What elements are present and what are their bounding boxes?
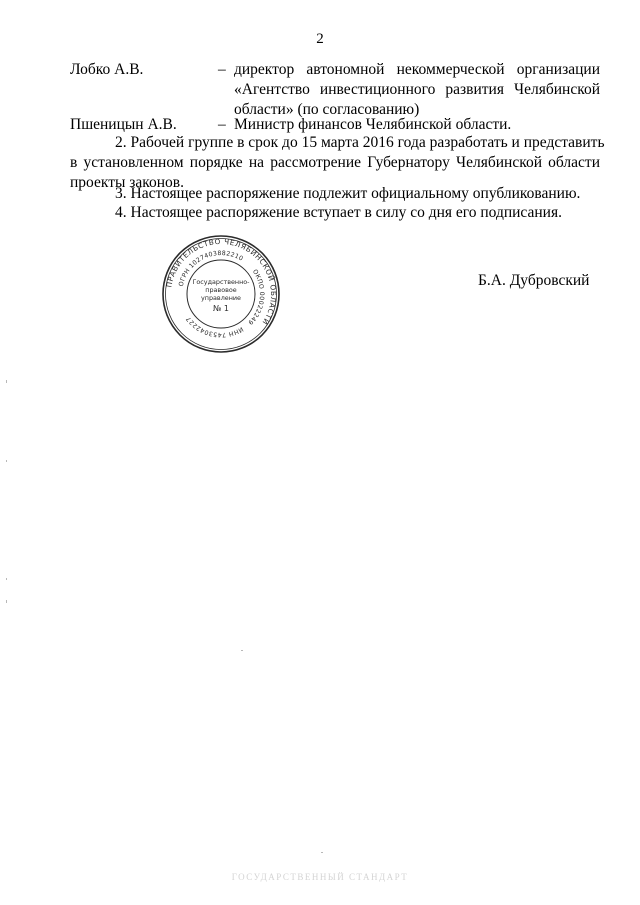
seal-center-line: № 1: [213, 304, 229, 313]
scan-speck: [6, 578, 7, 580]
paragraph-line: 4. Настоящее распоряжение вступает в силу со дня его подписания.: [115, 204, 562, 221]
scan-speck: [321, 852, 323, 853]
scan-speck: [6, 460, 7, 462]
footer-watermark: ГОСУДАРСТВЕННЫЙ СТАНДАРТ: [231, 872, 409, 882]
signature-name: Б.А. Дубровский: [478, 272, 590, 289]
seal-center-line: правовое: [205, 286, 237, 294]
role-line: директор автономной некоммерческой организации: [234, 61, 600, 78]
paragraph-line: 3. Настоящее распоряжение подлежит официальному опубликованию.: [115, 185, 581, 202]
scan-speck: [6, 600, 7, 603]
svg-text:ОКПО 00022249: [246, 268, 265, 326]
paragraph-line: в установленном порядке на рассмотрение Губернатору Челябинской области: [70, 154, 600, 171]
member-dash: –: [218, 116, 226, 133]
paragraph-4: [70, 203, 600, 223]
seal-outer-text: ПРАВИТЕЛЬСТВО ЧЕЛЯБИНСКОЙ ОБЛАСТИ: [164, 236, 279, 327]
member-name: Лобко А.В.: [70, 61, 144, 78]
paragraph-3: [70, 184, 600, 204]
seal-okpo: ОКПО 00022249: [246, 268, 266, 326]
member-dash: –: [218, 61, 226, 78]
page-number: 2: [316, 31, 324, 47]
role-line: «Агентство инвестиционного развития Челябинской: [234, 81, 600, 98]
official-seal-stamp: [160, 233, 282, 355]
role-line: Министр финансов Челябинской области.: [234, 116, 512, 133]
role-line: области» (по согласованию): [234, 101, 420, 118]
scan-speck: [241, 650, 243, 651]
member-role: [234, 60, 600, 120]
scan-speck: [6, 380, 7, 383]
seal-inn: ИНН 7453042227: [184, 314, 245, 339]
seal-center-line: управление: [201, 294, 241, 302]
seal-center-line: Государственно-: [192, 278, 250, 286]
paragraph-line: 2. Рабочей группе в срок до 15 марта 2016 года разработать и представить: [115, 134, 605, 151]
svg-text:ИНН 7453042227: [185, 315, 244, 338]
paragraph-line: проекты законов.: [70, 174, 184, 191]
seal-ogrn: ОГРН 1027403882210: [177, 249, 245, 288]
member-name: Пшеницын А.В.: [70, 116, 177, 133]
member-role: [234, 115, 600, 135]
